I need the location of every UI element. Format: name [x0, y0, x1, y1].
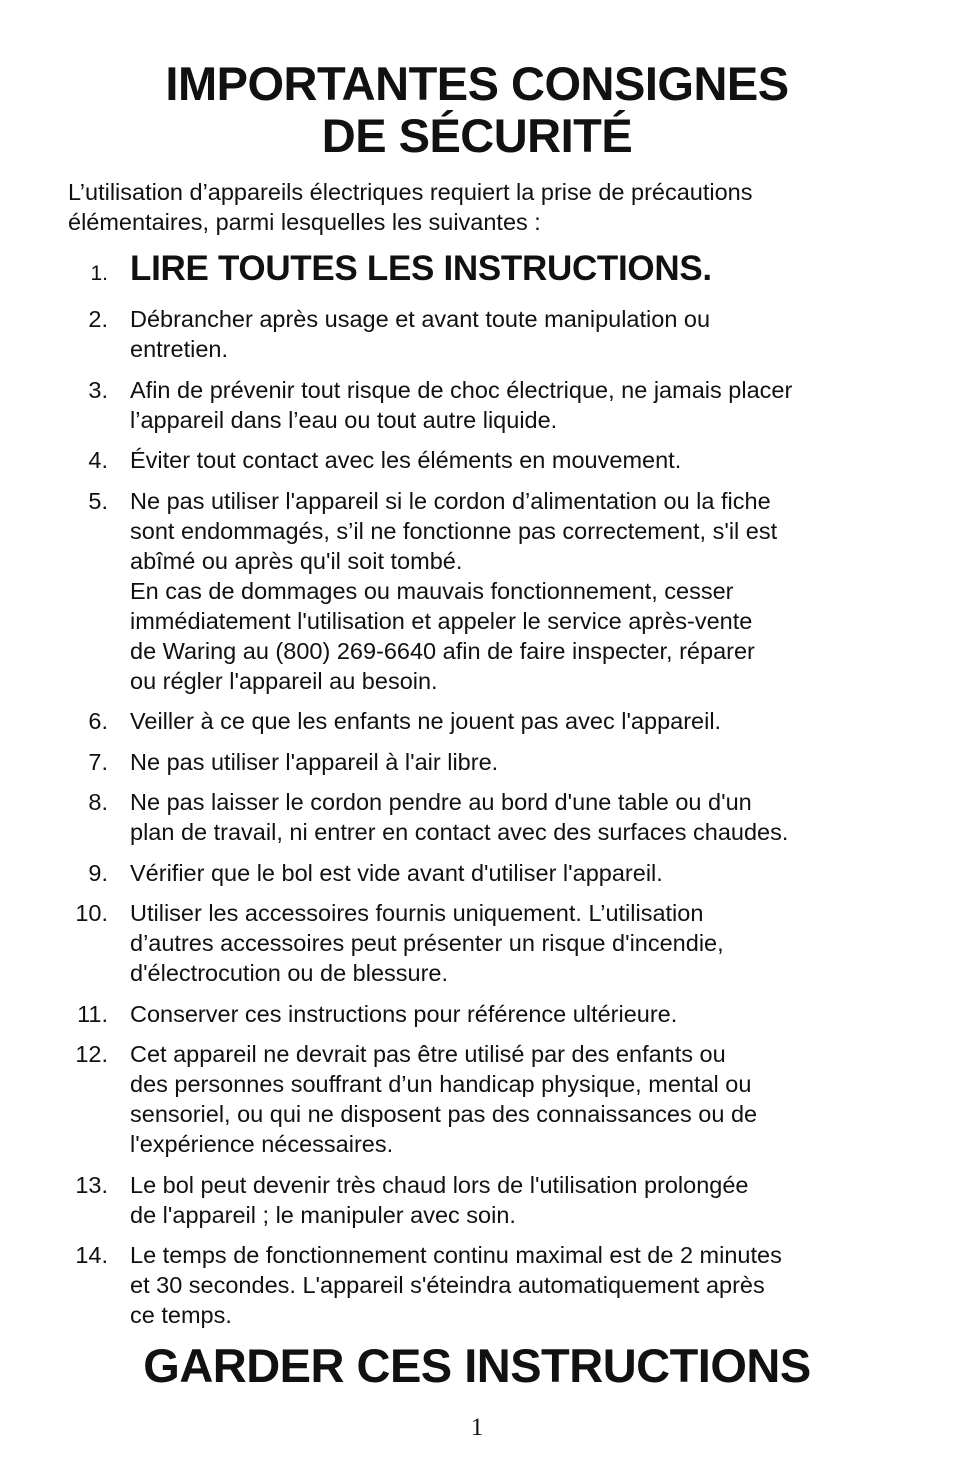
list-item	[0, 486, 954, 696]
page-number: 1	[470, 1414, 484, 1441]
list-item	[0, 999, 954, 1029]
list-item-text	[130, 858, 894, 888]
list-item-number: 1.	[90, 262, 108, 285]
list-item-number: 5.	[88, 487, 108, 514]
list-item-line: Vérifier que le bol est vide avant d'utiliser l'appareil.	[130, 859, 663, 886]
intro-line-2: élémentaires, parmi lesquelles les suivantes :	[68, 209, 541, 235]
list-item	[0, 304, 954, 364]
list-item-line: entretien.	[130, 336, 228, 362]
list-item-line: LIRE TOUTES LES INSTRUCTIONS.	[130, 249, 712, 288]
list-item-number: 9.	[88, 859, 108, 886]
list-item-number: 13.	[75, 1171, 108, 1198]
list-item-line: des personnes souffrant d’un handicap physique, mental ou	[130, 1071, 752, 1097]
list-item-line: Éviter tout contact avec les éléments en mouvement.	[130, 447, 682, 473]
list-item-line: Conserver ces instructions pour référence ultérieure.	[130, 1000, 678, 1027]
list-item-line: Ne pas laisser le cordon pendre au bord d'une table ou d'un	[130, 789, 752, 815]
list-item-number: 2.	[88, 306, 108, 332]
list-item-text	[130, 1240, 894, 1330]
list-item-line: Veiller à ce que les enfants ne jouent pas avec l'appareil.	[130, 708, 722, 734]
list-item-line: ou régler l'appareil au besoin.	[130, 667, 438, 694]
list-item-text	[130, 486, 894, 696]
list-item-text	[130, 747, 894, 777]
page-title	[0, 58, 954, 162]
list-item-line: d'électrocution ou de blessure.	[130, 960, 449, 986]
list-item-number: 3.	[88, 376, 108, 403]
list-item-line: Ne pas utiliser l'appareil si le cordon d’alimentation ou la fiche	[130, 487, 771, 514]
list-item-text	[130, 898, 894, 988]
list-item-line: et 30 secondes. L'appareil s'éteindra automatiquement après	[130, 1272, 765, 1298]
list-item-text	[130, 1170, 894, 1230]
list-item	[0, 898, 954, 988]
list-item-text	[130, 706, 894, 736]
intro-paragraph	[68, 177, 898, 237]
list-item-number: 11.	[77, 1000, 108, 1027]
list-item-number: 6.	[88, 708, 108, 734]
list-item-line: En cas de dommages ou mauvais fonctionnement, cesser	[130, 577, 734, 604]
list-item-line: de l'appareil ; le manipuler avec soin.	[130, 1201, 516, 1228]
list-item-text	[130, 999, 894, 1029]
list-item-line: l'expérience nécessaires.	[130, 1131, 394, 1157]
list-item	[0, 375, 954, 435]
list-item-line: sensoriel, ou qui ne disposent pas des connaissances ou de	[130, 1101, 758, 1127]
list-item-line: Utiliser les accessoires fournis uniquement. L’utilisation	[130, 900, 704, 926]
list-item-text	[130, 304, 894, 364]
list-item-number: 8.	[88, 789, 108, 815]
footer-title: GARDER CES INSTRUCTIONS	[143, 1339, 811, 1392]
list-item-line: d’autres accessoires peut présenter un risque d'incendie,	[130, 930, 724, 956]
list-item-line: Débrancher après usage et avant toute manipulation ou	[130, 306, 711, 332]
list-item-line: plan de travail, ni entrer en contact avec des surfaces chaudes.	[130, 819, 789, 845]
safety-instructions-list	[0, 246, 954, 1341]
list-item-text	[130, 1039, 894, 1159]
list-item	[0, 1240, 954, 1330]
list-item-number: 12.	[75, 1041, 108, 1067]
list-item-line: ce temps.	[130, 1302, 232, 1328]
list-item-line: sont endommagés, s’il ne fonctionne pas correctement, s'il est	[130, 517, 778, 544]
list-item	[0, 1039, 954, 1159]
list-item	[0, 445, 954, 475]
list-item	[0, 747, 954, 777]
list-item	[0, 246, 954, 292]
page-title-line-2: DE SÉCURITÉ	[321, 109, 633, 162]
list-item-line: Le bol peut devenir très chaud lors de l'utilisation prolongée	[130, 1171, 749, 1198]
list-item	[0, 706, 954, 736]
list-item-text	[130, 246, 894, 292]
list-item-line: abîmé ou après qu'il soit tombé.	[130, 547, 463, 574]
list-item-text	[130, 787, 894, 847]
list-item-number: 4.	[88, 447, 108, 473]
list-item	[0, 858, 954, 888]
list-item	[0, 787, 954, 847]
intro-line-1: L’utilisation d’appareils électriques requiert la prise de précautions	[68, 179, 753, 205]
list-item-text	[130, 445, 894, 475]
list-item-number: 10.	[75, 900, 108, 926]
list-item-text	[130, 375, 894, 435]
list-item	[0, 1170, 954, 1230]
list-item-line: Le temps de fonctionnement continu maximal est de 2 minutes	[130, 1242, 782, 1268]
list-item-line: Cet appareil ne devrait pas être utilisé par des enfants ou	[130, 1041, 726, 1067]
page-title-line-1: IMPORTANTES CONSIGNES	[165, 57, 789, 110]
list-item-line: de Waring au (800) 269-6640 afin de faire inspecter, réparer	[130, 637, 755, 664]
list-item-line: immédiatement l'utilisation et appeler le service après-vente	[130, 607, 753, 634]
list-item-number: 7.	[88, 748, 108, 775]
list-item-number: 14.	[75, 1242, 108, 1268]
list-item-line: l’appareil dans l’eau ou tout autre liquide.	[130, 406, 558, 433]
list-item-line: Afin de prévenir tout risque de choc électrique, ne jamais placer	[130, 376, 793, 403]
list-item-line: Ne pas utiliser l'appareil à l'air libre.	[130, 748, 499, 775]
